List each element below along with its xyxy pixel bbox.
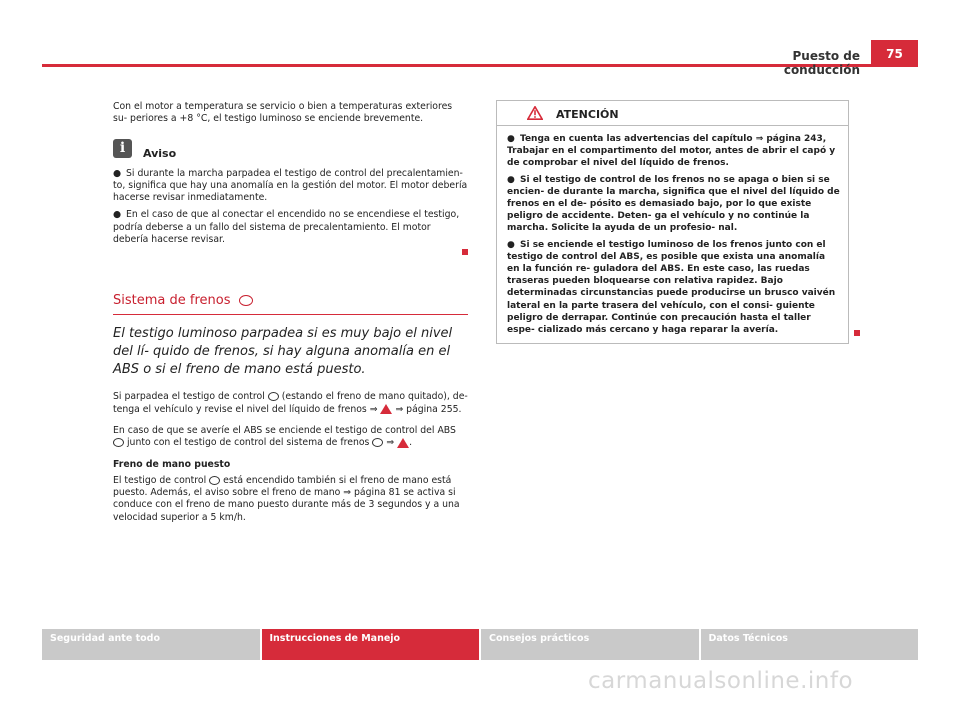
- brakes-paragraph-1: [113, 391, 468, 416]
- warning-bullet: [507, 133, 840, 170]
- footer-nav: [42, 629, 918, 660]
- text-fragment: .: [409, 437, 413, 449]
- aviso-label: Aviso: [143, 146, 177, 160]
- warning-end-marker: [854, 330, 860, 336]
- warning-triangle-icon: [397, 438, 409, 448]
- aviso-bullet-text: En el caso de que al conectar el encendido no se encendiese el testigo, podría deberse a un fallo del sistema de precalentamiento. El motor debería hacerse revisar.: [113, 209, 460, 246]
- bullet-dot: ●: [507, 134, 515, 144]
- brake-warning-icon: [268, 392, 279, 401]
- aviso-bullet-text: Si durante la marcha parpadea el testigo de control del precalentamien- to, significa que hay una anomalía en la gestión del motor. El motor debería hacerse revisar inmediatamente.: [113, 167, 468, 204]
- abs-warning-icon: [113, 438, 124, 447]
- footer-tab-seguridad[interactable]: Seguridad ante todo: [42, 629, 260, 660]
- warning-bullet-text: Tenga en cuenta las advertencias del capítulo ⇒ página 243, Trabajar en el compartimento del motor, antes de abrir el capó y de comprobar el nivel del líquido de frenos.: [507, 134, 836, 169]
- footer-tab-consejos[interactable]: Consejos prácticos: [481, 629, 699, 660]
- brakes-title-text: Sistema de frenos: [113, 293, 231, 309]
- brakes-lead: El testigo luminoso parpadea si es muy bajo el nivel del lí- quido de frenos, si hay alguna anomalía en el ABS o si el freno de mano está puesto.: [113, 326, 453, 378]
- warning-box: [496, 100, 849, 344]
- brake-warning-icon: [209, 476, 220, 485]
- left-column: [113, 101, 468, 524]
- warning-bullet-text: Si se enciende el testigo luminoso de los frenos junto con el testigo de control del ABS, es posible que exista una anomalía en la función re- guladora del ABS. En este caso, las ruedas traseras pueden bloquearse con relativa rapidez. Bajo determinadas circunstancias puede producirse un brusco vaivén lateral en la parte trasera del vehículo, con el consi- guiente peligro de derrapar. Continúe con precaución hasta el taller espe- cializado más cercano y haga reparar la avería.: [507, 239, 836, 336]
- handbrake-paragraph: [113, 475, 468, 524]
- bullet-dot: ●: [113, 167, 122, 179]
- text-fragment: En caso de que se averíe el ABS se enciende el testigo de control del ABS: [113, 424, 456, 436]
- bullet-dot: ●: [113, 209, 122, 221]
- footer-tab-instrucciones[interactable]: Instrucciones de Manejo: [262, 629, 480, 660]
- warning-bullet: [507, 239, 840, 337]
- brake-warning-icon: [372, 438, 383, 447]
- text-fragment: está encendido también si el freno de mano está puesto. Además, el aviso sobre el freno de mano ⇒ página 81 se activa si conduce con el freno de mano puesto durante más de 3 segundos y a una velocidad superior a 5 km/h.: [113, 474, 460, 523]
- text-fragment: Si parpadea el testigo de control: [113, 391, 265, 403]
- info-note-icon: i: [113, 139, 132, 158]
- bullet-dot: ●: [507, 239, 515, 250]
- section-end-marker: [462, 249, 468, 255]
- bullet-dot: ●: [507, 174, 515, 185]
- brakes-paragraph-2: [113, 425, 468, 450]
- section-title: Puesto de conducción: [783, 49, 860, 77]
- text-fragment: ⇒: [386, 437, 395, 449]
- page-reference[interactable]: ⇒ página 255.: [395, 403, 462, 415]
- watermark: carmanualsonline.info: [588, 668, 854, 694]
- warning-triangle-icon: [380, 404, 392, 414]
- warning-triangle-icon: [527, 106, 543, 120]
- aviso-heading: [113, 137, 468, 163]
- warning-label: ATENCIÓN: [556, 108, 619, 121]
- page-number: 75: [871, 40, 918, 67]
- handbrake-subheading: Freno de mano puesto: [113, 458, 231, 470]
- text-fragment: (estando el freno de mano quitado), de- tenga el vehículo y revise el nivel del líquido de frenos ⇒: [113, 391, 468, 415]
- brake-warning-icon: [239, 295, 253, 306]
- aviso-bullet: [113, 168, 468, 205]
- text-fragment: El testigo de control: [113, 474, 207, 486]
- brakes-section-title: [113, 293, 468, 315]
- text-fragment: junto con el testigo de control del sistema de frenos: [126, 437, 370, 449]
- intro-paragraph: Con el motor a temperatura se servicio o bien a temperaturas exteriores su- periores a +8 °C, el testigo luminoso se enciende brevemente.: [113, 101, 453, 125]
- footer-tab-datos[interactable]: Datos Técnicos: [701, 629, 919, 660]
- warning-body: [507, 133, 840, 340]
- warning-header: [497, 101, 848, 126]
- warning-bullet: [507, 174, 840, 235]
- warning-bullet-text: Si el testigo de control de los frenos no se apaga o bien si se encien- de durante la marcha, significa que el nivel del líquido de frenos en el de- pósito es demasiado bajo, por lo que existe peligro de accidente. Deten- ga el vehículo y no continúe la marcha. Solicite la ayuda de un profesio- nal.: [507, 174, 840, 234]
- aviso-bullet: [113, 209, 468, 246]
